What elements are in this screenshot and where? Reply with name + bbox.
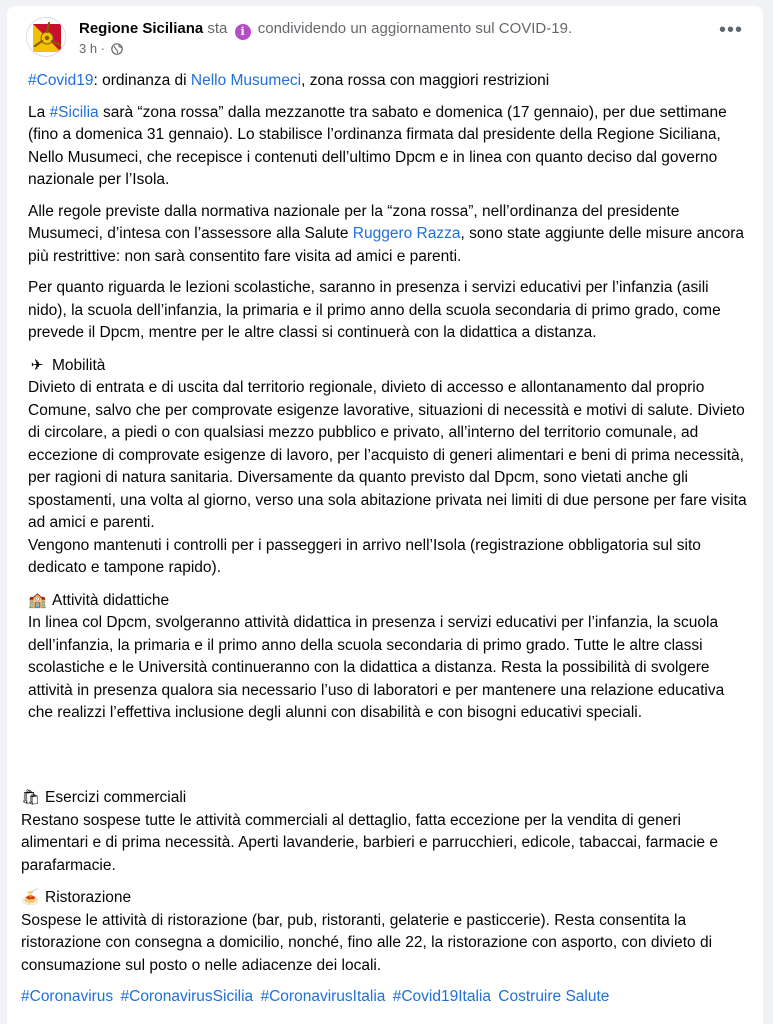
section-ristorazione <box>21 886 741 977</box>
hashtag-coronavirus[interactable]: #Coronavirus <box>21 988 114 1005</box>
didattiche-text: In linea col Dpcm, svolgeranno attività didattica in presenza i servizi educativi per l’infanzia, la scuola dell’infanzia, la primaria e il primo anno della scuola secondaria di primo grado. Tutte le altre classi scolastiche e le Università continueranno con la didattica a distanza. Resta la possibilità di svolgere attività in presenza qualora sia necessario l’uso di laboratori e per mantenere una relazione educativa che realizzi l’effettiva inclusione degli alunni con disabilità e con bisogni educativi speciali. <box>28 614 725 721</box>
hashtag-covid19italia[interactable]: #Covid19Italia <box>392 988 491 1005</box>
mention-ruggero-razza[interactable]: Ruggero Razza <box>352 225 461 242</box>
hashtag-line <box>21 986 741 1009</box>
commerciali-text: Restano sospese tutte le attività commerciali al dettaglio, fatta eccezione per la vendita di generi alimentari e di prima necessità. Aperti lavanderie, barbieri e parrucchieri, edicole, tabaccai, farmacie e parafarmacie. <box>21 811 718 874</box>
section-title-commerciali: 🛍 Esercizi commerciali <box>21 786 741 810</box>
section-title-ristorazione: 🍝 Ristorazione <box>21 886 741 910</box>
post-time[interactable]: 3 h · <box>79 41 106 56</box>
ristorazione-text: Sospese le attività di ristorazione (bar, pub, ristoranti, gelaterie e pasticcerie). Resta consentita la ristorazione con consegna a domicilio, nonché, fino alle 22, la ristorazione con asporto, con divieto di consumazione sul posto o nelle adiacenze dei locali. <box>21 911 713 974</box>
hashtag-coronavirusitalia[interactable]: #CoronavirusItalia <box>260 988 386 1005</box>
post-meta <box>79 41 123 57</box>
hashtag-sicilia[interactable]: #Sicilia <box>49 103 99 121</box>
globe-icon <box>111 43 123 55</box>
post-author-line <box>79 19 572 40</box>
post-header <box>7 6 763 66</box>
paragraph-zona-rossa: La #Sicilia sarà “zona rossa” dalla mezzanotte tra sabato e domenica (17 gennaio), per due settimane (fino a domenica 31 gennaio). Lo stabilisce l’ordinanza firmata dal presidente della Regione Siciliana, Nello Musumeci, che recepisce i contenuti dell’ultimo Dpcm e in linea con quanto deciso dal governo nazionale per l’Isola. <box>28 103 727 188</box>
section-commerciali <box>21 786 741 877</box>
school-icon: 🏫 <box>28 590 47 609</box>
spaghetti-icon: 🍝 <box>21 888 40 906</box>
shopping-bags-icon: 🛍 <box>21 788 41 806</box>
info-icon[interactable]: i <box>235 24 251 40</box>
post-text-upper <box>28 70 748 734</box>
hashtag-covid19[interactable]: #Covid19 <box>28 72 94 89</box>
status-suffix: condividendo un aggiornamento sul COVID-19. <box>257 20 573 37</box>
page-name[interactable]: Regione Siciliana <box>79 20 204 37</box>
section-mobilita <box>28 354 748 580</box>
hashtag-coronavirussicilia[interactable]: #CoronavirusSicilia <box>120 988 254 1005</box>
mobilita-text: Divieto di entrata e di uscita dal territorio regionale, divieto di accesso e allontanamento dal proprio Comune, salvo che per comprovate esigenze lavorative, situazioni di necessità e motivi di salute. Divieto di circolare, a piedi o con qualsiasi mezzo pubblico e privato, all’interno del territorio comunale, ad eccezione di comprovate esigenze di lavoro, per l’acquisto di generi alimentari e beni di prima necessità, per ragioni di natura sanitaria. Diversamente da quanto previsto dal Dpcm, sono vietati anche gli spostamenti, una volta al giorno, verso una sola abitazione privata nei limiti di due persone per fare visita ad amici e parenti. <box>28 379 747 531</box>
headline: #Covid19: ordinanza di Nello Musumeci, zona rossa con maggiori restrizioni <box>28 72 550 89</box>
section-didattiche <box>28 589 748 725</box>
paragraph-restrizioni: Alle regole previste dalla normativa nazionale per la “zona rossa”, nell’ordinanza del presidente Musumeci, d’intesa con l’assessore alla Salute Ruggero Razza, sono state aggiunte delle misure ancora più restrittive: non sarà consentito fare visita ad amici e parenti. <box>28 202 744 265</box>
mention-nello-musumeci[interactable]: Nello Musumeci <box>190 72 302 89</box>
airplane-icon: ✈ <box>30 355 44 374</box>
section-title-mobilita: ✈ Mobilità <box>28 354 748 378</box>
mobilita-text-controlli: Vengono mantenuti i controlli per i passeggeri in arrivo nell’Isola (registrazione obbligatoria sul sito dedicato e tampone rapido). <box>28 536 701 576</box>
sicily-coat-of-arms-icon <box>27 18 66 57</box>
page-avatar[interactable] <box>26 17 66 57</box>
section-title-didattiche: 🏫 Attività didattiche <box>28 589 748 613</box>
more-options-button[interactable]: ••• <box>718 19 743 41</box>
paragraph-scuola: Per quanto riguarda le lezioni scolastiche, saranno in presenza i servizi educativi per l’infanzia (asili nido), la scuola dell’infanzia, la primaria e il primo anno della scuola secondaria di primo grado, come prevede il Dpcm, mentre per le altre classi si continuerà con la didattica a distanza. <box>28 279 721 341</box>
post-text-lower <box>21 786 741 1009</box>
status-prefix: sta <box>207 20 228 37</box>
link-costruire-salute[interactable]: Costruire Salute <box>498 988 610 1005</box>
